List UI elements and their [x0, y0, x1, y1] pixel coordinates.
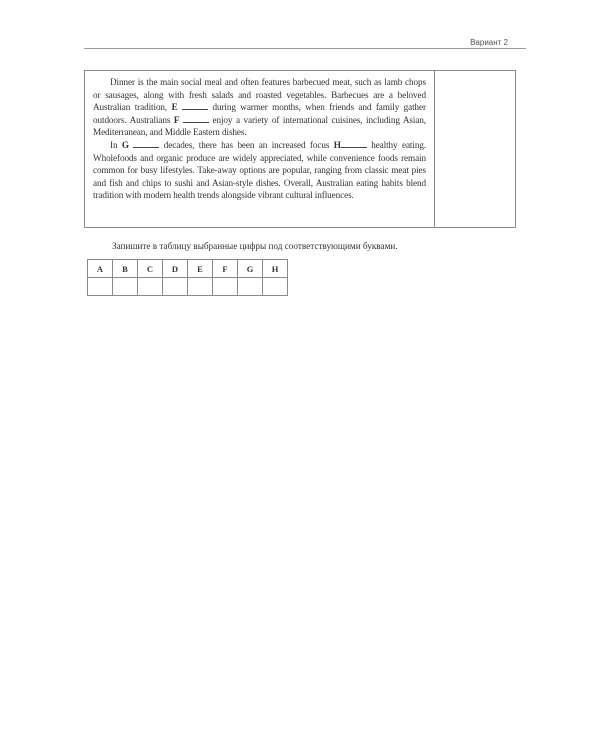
- answer-cell-f[interactable]: [213, 278, 238, 296]
- paragraph-1-part-a: Dinner is the main social meal and often features barbecued meat, such as lamb chops or sausages, along with fresh salads and roasted vegetables. Barbecues are a beloved Australian tradition,: [93, 77, 426, 113]
- paragraph-1-part-c: enjoy a variety of international cuisines, including Asian, Mediterranean, and Middle Eastern dishes.: [93, 114, 426, 138]
- paragraph-2-part-a: In: [110, 139, 122, 150]
- reading-text: [85, 71, 435, 227]
- answer-cell-h[interactable]: [263, 278, 288, 296]
- gap-g-blank: [133, 139, 159, 148]
- answer-cell-d[interactable]: [163, 278, 188, 296]
- letter-cell-b: B: [113, 260, 138, 278]
- answer-cell-e[interactable]: [188, 278, 213, 296]
- paragraph-2-part-c: healthy eating. Wholefoods and organic produce are widely appreciated, while convenience foods remain common for busy lifestyles. Take-away options are popular, ranging from classic meat pies and fish and chips to sushi and Asian-style dishes. Overall, Australian eating habits blend tradition with modern health trends alongside vibrant cultural influences.: [93, 139, 427, 201]
- letter-cell-d: D: [163, 260, 188, 278]
- gap-label-e: E: [171, 102, 178, 113]
- answer-cell-b[interactable]: [113, 278, 138, 296]
- answer-cell-a[interactable]: [88, 278, 113, 296]
- answer-table-input-row: [88, 278, 288, 296]
- variant-label: Вариант 2: [470, 38, 508, 47]
- letter-cell-g: G: [238, 260, 263, 278]
- gap-h-blank: [341, 139, 367, 148]
- answer-cell-c[interactable]: [138, 278, 163, 296]
- answer-side-cell: [435, 71, 515, 227]
- letter-cell-h: H: [263, 260, 288, 278]
- answer-cell-g[interactable]: [238, 278, 263, 296]
- letter-cell-f: F: [213, 260, 238, 278]
- gap-f-blank: [183, 114, 209, 123]
- gap-label-h: H: [333, 139, 341, 150]
- letter-cell-c: C: [138, 260, 163, 278]
- header-divider: [84, 48, 526, 49]
- instruction-text: Запишите в таблицу выбранные цифры под соответствующими буквами.: [112, 241, 398, 251]
- paragraph-1-part-b: during warmer months, when friends and family gather outdoors. Australians: [93, 102, 426, 125]
- paragraph-2-part-b: decades, there has been an increased focus: [159, 139, 334, 150]
- paragraph-2: [93, 139, 426, 202]
- reading-text-box: [84, 70, 516, 228]
- answer-table-header-row: [88, 260, 288, 278]
- gap-e-blank: [182, 101, 208, 110]
- paragraph-1: [93, 76, 426, 139]
- letter-cell-e: E: [188, 260, 213, 278]
- gap-label-g: G: [121, 139, 129, 150]
- answer-table: [87, 259, 288, 296]
- letter-cell-a: A: [88, 260, 113, 278]
- gap-label-f: F: [173, 114, 180, 125]
